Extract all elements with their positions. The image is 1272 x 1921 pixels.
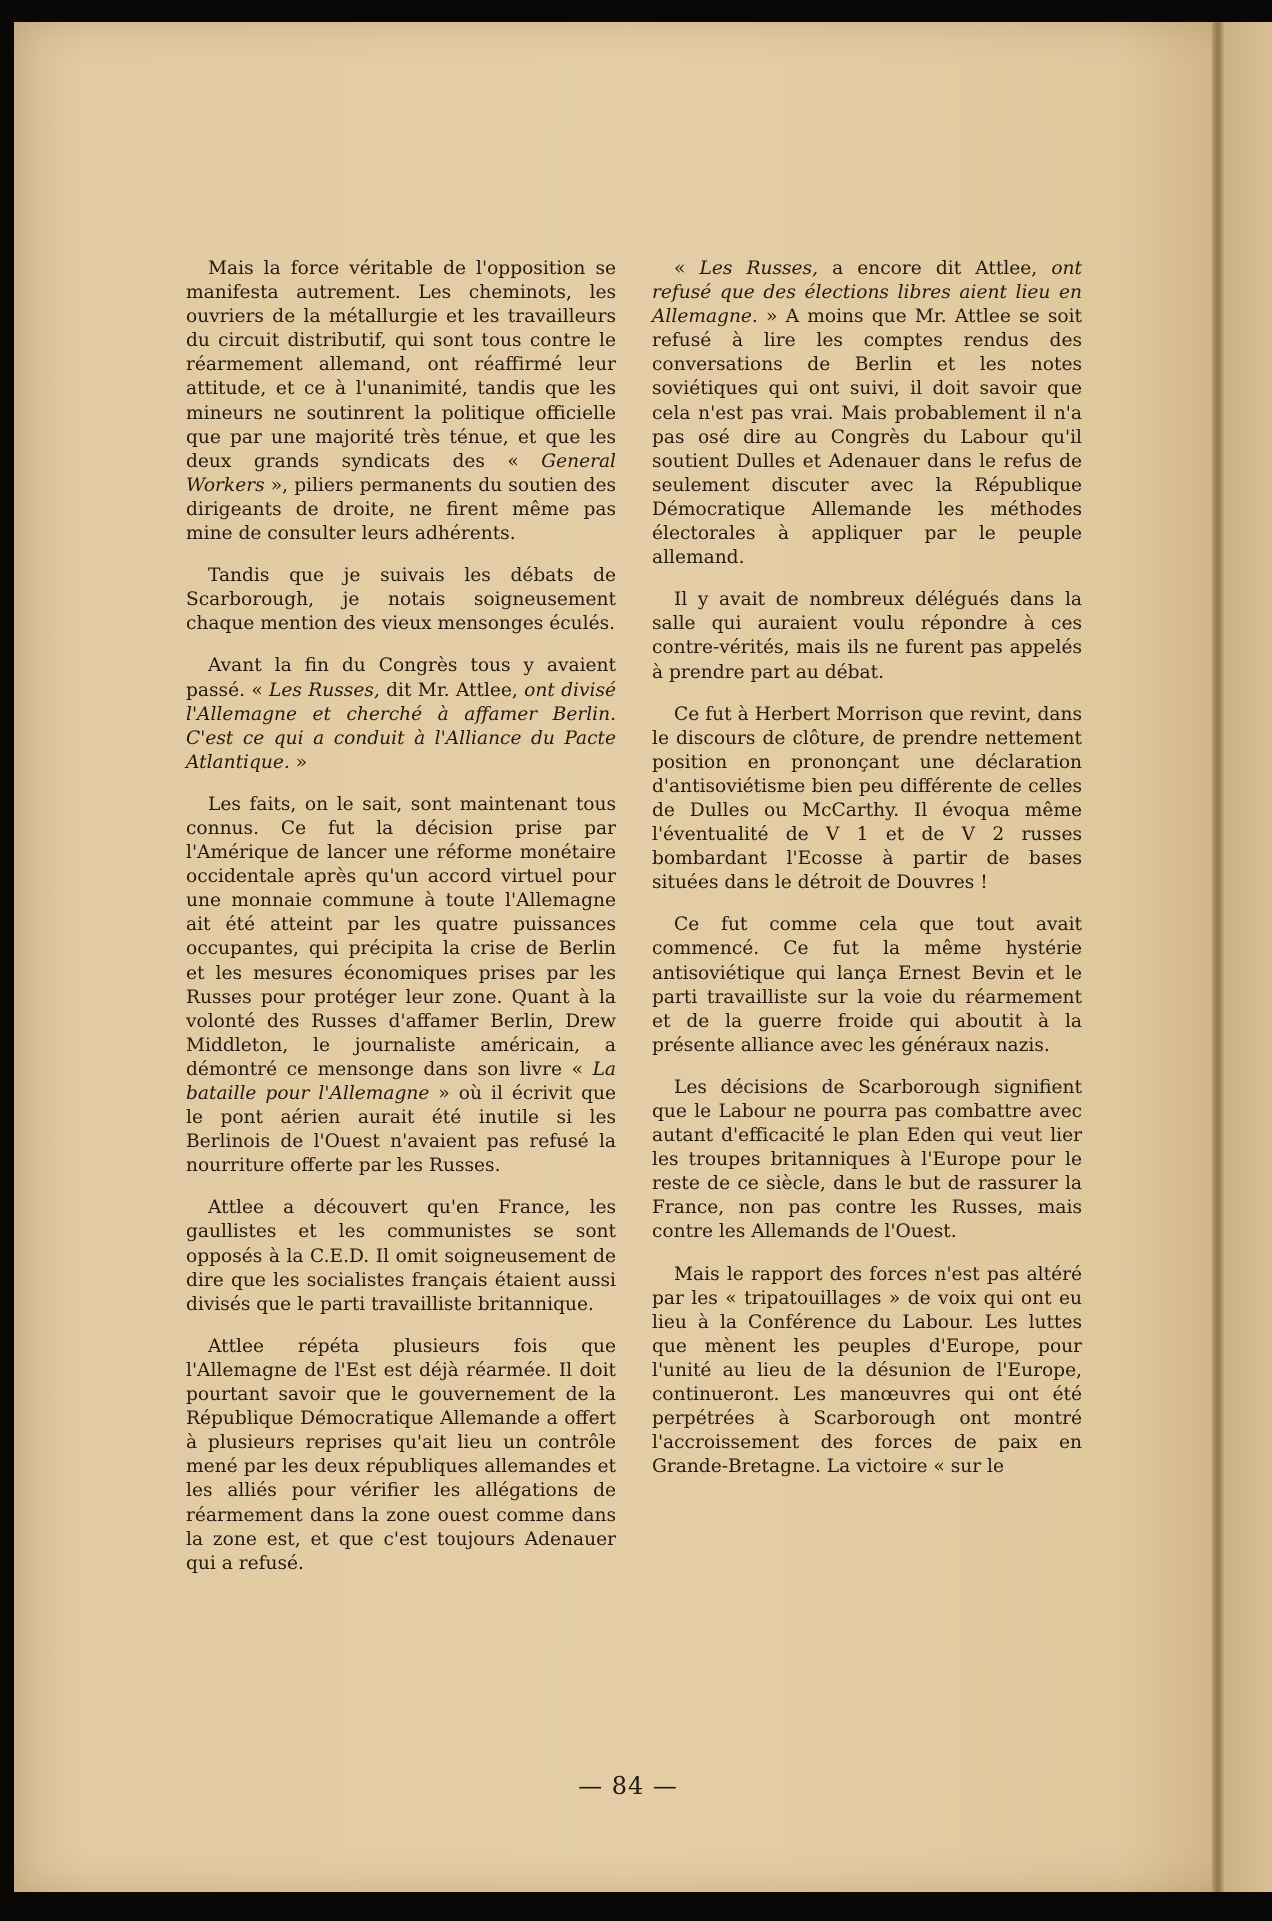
text-run: Attlee répéta plusieurs fois que l'Allemagne de l'Est est déjà réarmée. Il doit pourtant savoir que le gouvernement de la République Démocratique Allemande a offert à plusieurs reprises qu'ait lieu un contrôle mené par les deux républiques allemandes et les alliés pour vérifier les allégations de réarmement dans la zone ouest comme dans la zone est, et que c'est toujours Adenauer qui a refusé. <box>186 1335 616 1574</box>
text-run: Attlee a découvert qu'en France, les gaullistes et les communistes se sont opposés à la C.E.D. Il omit soigneusement de dire que les socialistes français étaient aussi divisés que le parti travailliste britannique. <box>186 1197 616 1315</box>
text-run: » A moins que Mr. Attlee se soit refusé à lire les comptes rendus des conversations de Berlin et les notes soviétiques qui ont suivi, il doit savoir que cela n'est pas vrai. Mais probablement il n'a pas osé dire au Congrès du Labour qu'il soutient Dulles et Adenauer dans le refus de seulement discuter avec la République Démocratique Allemande les méthodes électorales à appliquer par le peuple allemand. <box>652 306 1082 569</box>
italic-text-run: Les Russes, <box>699 258 818 279</box>
italic-text-run: La bataille pour l'Allemagne <box>186 1058 616 1104</box>
text-run: dit Mr. Attlee, <box>379 679 525 701</box>
text-run: », piliers permanents du soutien des dirigeants de droite, ne firent même pas mine de consulter leurs adhérents. <box>186 474 616 545</box>
text-run: Les faits, on le sait, sont maintenant tous connus. Ce fut la décision prise par l'Amérique de lancer une réforme monétaire occidentale après qu'un accord virtuel pour une monnaie commune à toute l'Allemagne ait été atteint par les quatre puissances occupantes, qui précipita la crise de Berlin et les mesures économiques prises par les Russes pour protéger leur zone. Quant à la volonté des Russes d'affamer Berlin, Drew Middleton, le journaliste américain, a démontré ce mensonge dans son livre « <box>186 793 616 1080</box>
left-text-column <box>186 257 616 1594</box>
italic-text-run: Les Russes, <box>269 679 380 701</box>
text-run: a encore dit Attlee, <box>818 258 1052 279</box>
adjacent-page-edge <box>1224 22 1272 1892</box>
left-column-paragraph <box>186 257 616 546</box>
paper-page <box>14 22 1242 1892</box>
text-run: « <box>674 258 700 279</box>
text-run: Mais la force véritable de l'opposition se manifesta autrement. Les cheminots, les ouvriers de la métallurgie et les travailleurs du circuit distributif, qui sont tous contre le réarmement allemand, ont réaffirmé leur attitude, et ce à l'unanimité, tandis que les mineurs ne soutinrent la politique officielle que par une majorité très ténue, et que les deux grands syndicats des « <box>186 258 616 472</box>
left-column-paragraph <box>186 654 616 774</box>
text-run: » où il écrivit que le pont aérien aurait été inutile si les Berlinois de l'Ouest n'avaient pas refusé la nourriture offerte par les Russes. <box>186 1083 616 1177</box>
left-column-paragraph <box>186 1335 616 1576</box>
italic-text-run: ont divisé l'Allemagne et cherché à affamer Berlin. C'est ce qui a conduit à l'Alliance du Pacte Atlantique. <box>186 679 616 773</box>
text-run: Avant la fin du Congrès tous y avaient passé. « <box>186 655 616 701</box>
right-column-paragraph <box>652 1076 1082 1245</box>
right-text-column <box>652 257 1082 1497</box>
text-run: Les décisions de Scarborough signifient que le Labour ne pourra pas combattre avec autant d'efficacité le plan Eden qui veut lier les troupes britanniques à l'Europe pour le reste de ce siècle, dans le but de rassurer la France, non pas contre les Russes, mais contre les Allemands de l'Ouest. <box>652 1076 1082 1243</box>
right-column-paragraph <box>652 257 1082 570</box>
text-run: Mais le rapport des forces n'est pas altéré par les « tripatouillages » de voix qui ont eu lieu à la Conférence du Labour. Les luttes que mènent les peuples d'Europe, pour l'unité au lieu de la désunion de l'Europe, continueront. Les manœuvres qui ont été perpétrées à Scarborough ont montré l'accroissement des forces de paix en Grande-Bretagne. La victoire « sur le <box>652 1263 1082 1478</box>
right-column-paragraph <box>652 703 1082 896</box>
text-run: Ce fut comme cela que tout avait commencé. Ce fut la même hystérie antisoviétique qui lança Ernest Bevin et le parti travailliste sur la voie du réarmement et de la guerre froide qui aboutit à la présente alliance avec les généraux nazis. <box>652 914 1082 1056</box>
right-column-paragraph <box>652 913 1082 1058</box>
text-run: » <box>289 751 308 773</box>
book-gutter <box>1212 22 1224 1892</box>
right-column-paragraph <box>652 588 1082 684</box>
left-column-paragraph <box>186 564 616 636</box>
italic-text-run: ont refusé que des élections libres aient lieu en Allemagne. <box>652 258 1082 328</box>
text-run: Tandis que je suivais les débats de Scarborough, je notais soigneusement chaque mention des vieux mensonges éculés. <box>186 565 616 635</box>
text-run: Il y avait de nombreux délégués dans la salle qui auraient voulu répondre à ces contre-vérités, mais ils ne furent pas appelés à prendre part au débat. <box>652 589 1082 683</box>
right-column-paragraph <box>652 1263 1082 1480</box>
text-run: Ce fut à Herbert Morrison que revint, dans le discours de clôture, de prendre nettement position en prononçant une déclaration d'antisoviétisme bien peu différente de celles de Dulles ou McCarthy. Il évoqua même l'éventualité de V 1 et de V 2 russes bombardant l'Ecosse à partir de bases situées dans le détroit de Douvres ! <box>652 703 1082 894</box>
italic-text-run: General Workers <box>186 450 616 496</box>
page-number: — 84 — <box>578 1772 678 1800</box>
left-column-paragraph <box>186 1196 616 1316</box>
left-column-paragraph <box>186 793 616 1179</box>
